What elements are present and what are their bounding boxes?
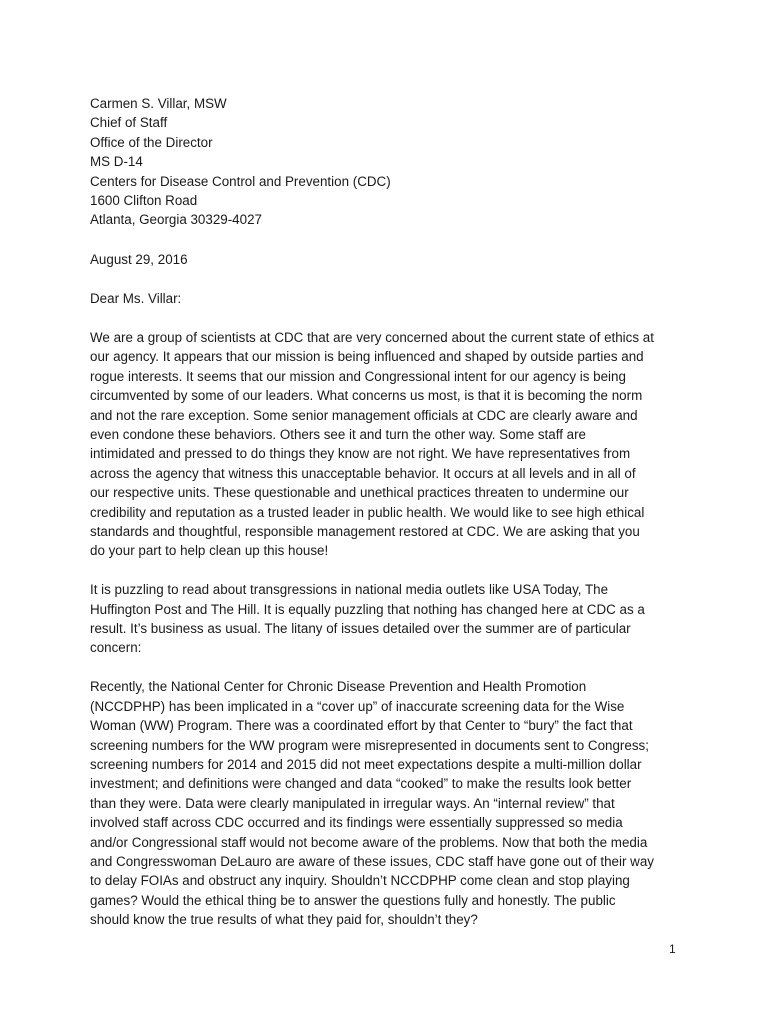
paragraph-line: circumvented by some of our leaders. What concerns us most, is that it is becoming the norm [90, 388, 643, 404]
page-number: 1 [669, 942, 676, 956]
paragraph-line: investment; and definitions were changed and data “cooked” to make the results look better [90, 776, 632, 792]
body-paragraph [90, 580, 690, 658]
paragraph-line: involved staff across CDC occurred and its findings were essentially suppressed so media [90, 815, 623, 831]
paragraph-line: and/or Congressional staff would not become aware of the problems. Now that both the media [90, 834, 648, 850]
body-paragraph [90, 677, 690, 929]
paragraph-line: rogue interests. It seems that our mission and Congressional intent for our agency is being [90, 368, 626, 384]
address-line: Carmen S. Villar, MSW [90, 96, 227, 111]
paragraph-line: standards and thoughtful, responsible management restored at CDC. We are asking that you [90, 524, 640, 540]
address-line: 1600 Clifton Road [90, 193, 198, 209]
paragraph-line: screening numbers for the WW program were misrepresented in documents sent to Congress; [90, 737, 649, 753]
paragraph-line: Huffington Post and The Hill. It is equally puzzling that nothing has changed here at CDC as a [90, 601, 645, 617]
address-line: Chief of Staff [90, 115, 168, 131]
paragraph-line: result. It’s business as usual. The litany of issues detailed over the summer are of particular [90, 621, 631, 637]
paragraph-line: credibility and reputation as a trusted leader in public health. We would like to see high ethical [90, 504, 645, 520]
paragraph-line: should know the true results of what they paid for, shouldn’t they? [90, 912, 478, 928]
paragraph-line: our agency. It appears that our mission is being influenced and shaped by outside parties and [90, 349, 644, 365]
address-line: Atlanta, Georgia 30329-4027 [90, 212, 262, 228]
salutation: Dear Ms. Villar: [90, 291, 182, 306]
paragraph-line: even condone these behaviors. Others see it and turn the other way. Some staff are [90, 427, 586, 443]
recipient-address-block [90, 94, 690, 230]
paragraph-line: We are a group of scientists at CDC that are very concerned about the current state of ethics at [90, 330, 654, 345]
paragraph-line: concern: [90, 640, 142, 656]
paragraph-line: across the agency that witness this unacceptable behavior. It occurs at all levels and in all of [90, 465, 636, 481]
body-paragraph [90, 328, 690, 561]
address-line: Office of the Director [90, 134, 213, 150]
paragraph-line: and Congresswoman DeLauro are aware of these issues, CDC staff have gone out of their way [90, 853, 654, 869]
paragraph-line: than they were. Data were clearly manipulated in irregular ways. An “internal review” that [90, 795, 615, 811]
paragraph-line: do your part to help clean up this house! [90, 543, 329, 559]
paragraph-line: and not the rare exception. Some senior management officials at CDC are clearly aware and [90, 407, 638, 423]
paragraph-line: It is puzzling to read about transgressions in national media outlets like USA Today, The [90, 582, 609, 598]
letter-date: August 29, 2016 [90, 252, 188, 267]
letter-body [90, 328, 690, 949]
paragraph-line: screening numbers for 2014 and 2015 did not meet expectations despite a multi-million dollar [90, 756, 642, 772]
address-line: Centers for Disease Control and Prevention (CDC) [90, 173, 391, 189]
address-line: MS D-14 [90, 154, 143, 170]
paragraph-line: to delay FOIAs and obstruct any inquiry. Shouldn’t NCCDPHP come clean and stop playing [90, 873, 630, 889]
paragraph-line: (NCCDPHP) has been implicated in a “cover up” of inaccurate screening data for the Wise [90, 698, 625, 714]
paragraph-line: intimidated and pressed to do things they know are not right. We have representatives from [90, 446, 631, 462]
paragraph-line: games? Would the ethical thing be to answer the questions fully and honestly. The public [90, 892, 616, 908]
paragraph-line: Recently, the National Center for Chronic Disease Prevention and Health Promotion [90, 679, 587, 695]
paragraph-line: our respective units. These questionable and unethical practices threaten to undermine our [90, 485, 629, 501]
paragraph-line: Woman (WW) Program. There was a coordinated effort by that Center to “bury” the fact that [90, 718, 633, 734]
